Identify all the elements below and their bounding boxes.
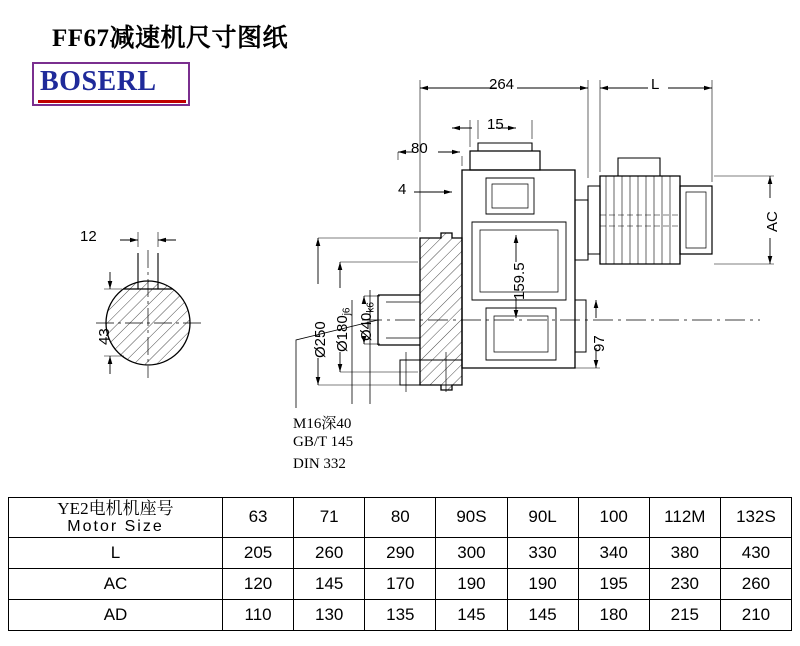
note-standard-gb: GB/T 145	[293, 434, 354, 450]
row-label: AC	[9, 568, 223, 599]
dim-L-label: L	[651, 76, 660, 93]
table-cell: 130	[294, 599, 365, 630]
table-cell: 135	[365, 599, 436, 630]
table-cell: 110	[223, 599, 294, 630]
dim-12-label: 12	[80, 228, 97, 245]
table-col-header: 80	[365, 498, 436, 538]
table-cell: 215	[649, 599, 720, 630]
table-col-header: 132S	[720, 498, 791, 538]
table-cell: 340	[578, 537, 649, 568]
dim-15-label: 15	[487, 116, 504, 133]
table-col-header: 90S	[436, 498, 507, 538]
table-cell: 300	[436, 537, 507, 568]
dim-264-label: 264	[489, 76, 515, 93]
table-cell: 380	[649, 537, 720, 568]
table-cell: 230	[649, 568, 720, 599]
row-label: L	[9, 537, 223, 568]
dim-d250-label: Ø250	[312, 321, 329, 358]
table-col-header: 71	[294, 498, 365, 538]
row-label: AD	[9, 599, 223, 630]
table-cell: 190	[436, 568, 507, 599]
table-cell: 120	[223, 568, 294, 599]
table-row	[9, 537, 792, 568]
table-cell: 205	[223, 537, 294, 568]
dim-97-label: 97	[591, 335, 608, 352]
dim-80-label: 80	[411, 140, 428, 157]
note-thread: M16深40	[293, 416, 352, 432]
motor-size-table	[8, 497, 792, 631]
table-cell: 180	[578, 599, 649, 630]
table-cell: 430	[720, 537, 791, 568]
table-header-en: Motor Size	[67, 518, 164, 536]
page-title: FF67减速机尺寸图纸	[52, 25, 289, 52]
dim-d40-label: $Ø40_{k6}$	[358, 302, 377, 341]
table-row	[9, 568, 792, 599]
table-cell: 210	[720, 599, 791, 630]
table-cell: 260	[720, 568, 791, 599]
table-cell: 290	[365, 537, 436, 568]
table-header-cn: YE2电机机座号	[57, 499, 174, 518]
dim-4-label: 4	[398, 181, 407, 198]
logo-text: BOSERL	[40, 66, 157, 97]
table-col-header: 90L	[507, 498, 578, 538]
dim-AC-label: AC	[764, 211, 781, 232]
table-cell: 190	[507, 568, 578, 599]
table-cell: 330	[507, 537, 578, 568]
table-col-header: 63	[223, 498, 294, 538]
table-header-row	[9, 498, 792, 538]
table-col-header: 100	[578, 498, 649, 538]
dim-d180-label: $Ø180_{j6}$	[334, 307, 353, 352]
note-standard-din: DIN 332	[293, 456, 346, 472]
table-cell: 260	[294, 537, 365, 568]
dim-43-label: 43	[96, 328, 113, 345]
table-cell: 170	[365, 568, 436, 599]
table-cell: 145	[294, 568, 365, 599]
table-row	[9, 599, 792, 630]
table-col-header: 112M	[649, 498, 720, 538]
table-cell: 195	[578, 568, 649, 599]
dim-159-5-label: 159.5	[511, 262, 528, 300]
table-cell: 145	[436, 599, 507, 630]
table-header-label	[9, 498, 223, 538]
table-cell: 145	[507, 599, 578, 630]
